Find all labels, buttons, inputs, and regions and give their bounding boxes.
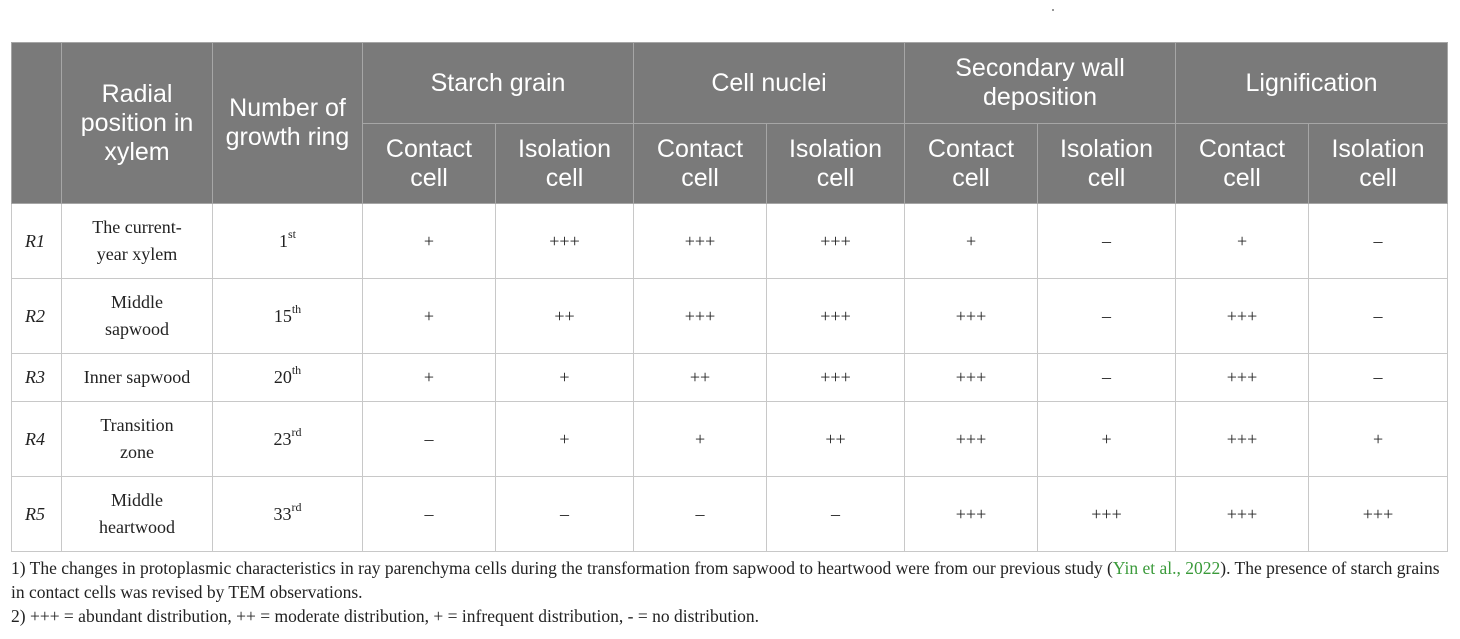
row-id: R5 [12,477,62,552]
radial-position: Middle heartwood [62,477,213,552]
table-footnotes [11,556,1451,628]
value-cell: +++ [1176,354,1309,402]
footnote-1 [11,556,1451,604]
value-cell: – [363,402,496,477]
value-cell: ++ [634,354,767,402]
value-cell: + [363,204,496,279]
value-cell: +++ [767,354,905,402]
value-cell: – [767,477,905,552]
subheader-contact-cell: Contact cell [634,124,767,204]
value-cell: + [1038,402,1176,477]
row-id: R2 [12,279,62,354]
value-cell: +++ [905,402,1038,477]
growth-ring-suffix: th [291,363,302,377]
value-cell: +++ [1176,279,1309,354]
growth-ring-suffix: rd [291,424,302,439]
value-cell: – [363,477,496,552]
value-cell: +++ [1176,477,1309,552]
subheader-contact-cell: Contact cell [905,124,1038,204]
row-id: R3 [12,354,62,402]
growth-ring [213,402,363,477]
radial-position: Inner sapwood [62,354,213,402]
growth-ring-number: 1 [278,230,288,251]
table-row [12,204,1448,279]
growth-ring-suffix: th [291,301,302,316]
table-row [12,477,1448,552]
value-cell: +++ [1309,477,1448,552]
value-cell: +++ [905,354,1038,402]
growth-ring-number: 20 [273,367,292,387]
value-cell: +++ [767,204,905,279]
value-cell: + [496,402,634,477]
value-cell: – [1309,204,1448,279]
citation-link[interactable]: Yin et al., 2022 [1112,558,1221,578]
subheader-isolation-cell: Isolation cell [767,124,905,204]
stray-dot [1052,9,1054,11]
value-cell: + [363,354,496,402]
growth-ring [213,354,363,402]
value-cell: ++ [496,279,634,354]
results-table [11,42,1448,552]
value-cell: ++ [767,402,905,477]
value-cell: +++ [634,204,767,279]
header-blank-cell [12,43,62,204]
radial-position: Transition zone [62,402,213,477]
subheader-isolation-cell: Isolation cell [1309,124,1448,204]
value-cell: +++ [767,279,905,354]
row-id: R4 [12,402,62,477]
radial-position: Middle sapwood [62,279,213,354]
value-cell: +++ [496,204,634,279]
header-growth-ring: Number of growth ring [213,43,363,204]
table-row [12,354,1448,402]
value-cell: + [496,354,634,402]
value-cell: + [1176,204,1309,279]
value-cell: +++ [905,477,1038,552]
value-cell: – [1038,204,1176,279]
growth-ring-number: 33 [273,503,292,524]
value-cell: – [1309,354,1448,402]
value-cell: +++ [1176,402,1309,477]
value-cell: – [1038,279,1176,354]
header-radial-position: Radial position in xylem [62,43,213,204]
subheader-isolation-cell: Isolation cell [496,124,634,204]
value-cell: + [634,402,767,477]
value-cell: – [1309,279,1448,354]
footnote-1-text: 1) The changes in protoplasmic characteristics in ray parenchyma cells during the transformation from sapwood to heartwood were from our previous study ( [11,558,1113,578]
value-cell: – [496,477,634,552]
subheader-contact-cell: Contact cell [363,124,496,204]
value-cell: +++ [1038,477,1176,552]
value-cell: +++ [905,279,1038,354]
value-cell: + [363,279,496,354]
subheader-isolation-cell: Isolation cell [1038,124,1176,204]
value-cell: – [1038,354,1176,402]
table-row [12,279,1448,354]
value-cell: + [905,204,1038,279]
value-cell: – [634,477,767,552]
subheader-contact-cell: Contact cell [1176,124,1309,204]
radial-position: The current-year xylem [62,204,213,279]
header-group-secondary-wall: Secondary wall deposition [905,43,1176,124]
growth-ring [213,477,363,552]
footnote-1-text-end: ). The presence of starch grains in contact cells was revised by TEM observations. [11,558,1440,602]
value-cell: +++ [634,279,767,354]
growth-ring [213,204,363,279]
row-id: R1 [12,204,62,279]
header-group-starch-grain: Starch grain [363,43,634,124]
growth-ring [213,279,363,354]
growth-ring-number: 23 [273,428,292,449]
footnote-2: 2) +++ = abundant distribution, ++ = moderate distribution, + = infrequent distribution, - = no distribution. [11,606,760,626]
growth-ring-suffix: rd [291,499,302,514]
growth-ring-suffix: st [287,226,296,241]
value-cell: + [1309,402,1448,477]
header-group-cell-nuclei: Cell nuclei [634,43,905,124]
header-row-1 [12,43,1448,124]
header-group-lignification: Lignification [1176,43,1448,124]
growth-ring-number: 15 [273,305,292,326]
table-row [12,402,1448,477]
